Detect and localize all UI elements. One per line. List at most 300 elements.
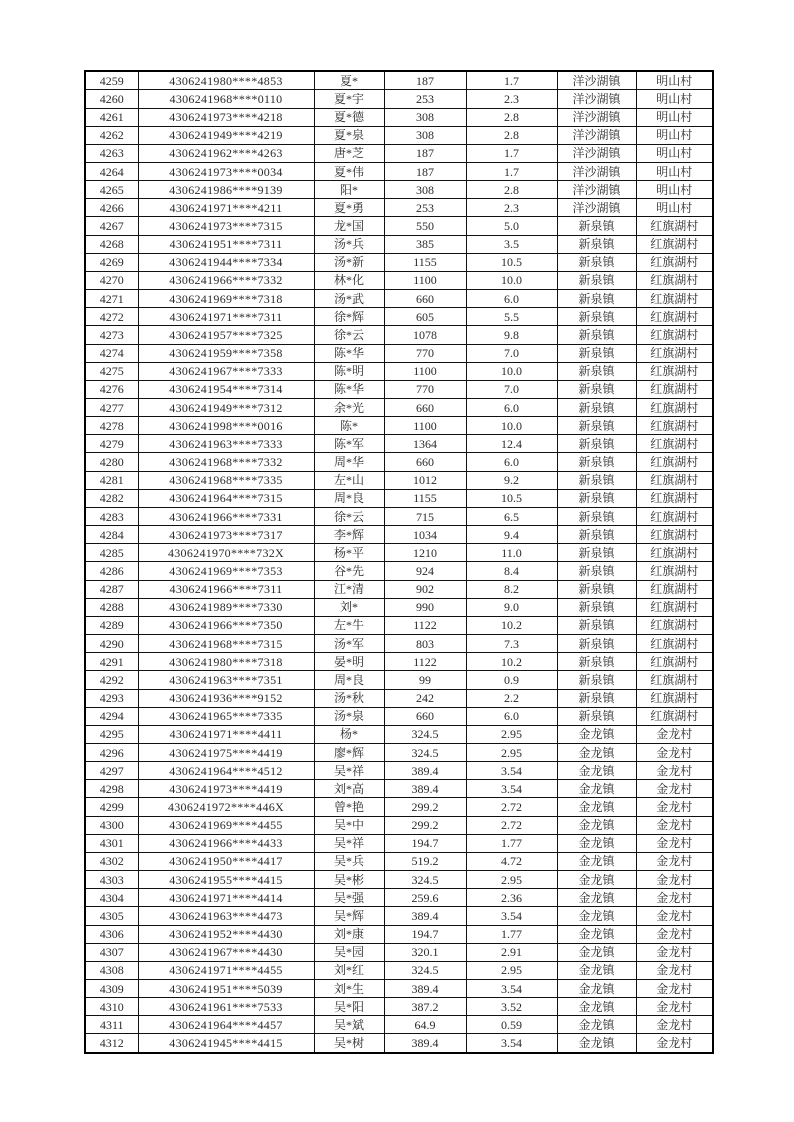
cell-village: 红旗湖村 bbox=[636, 217, 713, 235]
cell-value-1: 324.5 bbox=[384, 961, 466, 979]
cell-name: 汤*武 bbox=[314, 290, 384, 308]
cell-value-2: 4.72 bbox=[466, 852, 557, 870]
cell-index: 4303 bbox=[85, 871, 138, 889]
cell-town: 新泉镇 bbox=[557, 217, 636, 235]
cell-value-1: 1122 bbox=[384, 653, 466, 671]
cell-value-1: 308 bbox=[384, 108, 466, 126]
cell-village: 红旗湖村 bbox=[636, 417, 713, 435]
cell-town: 洋沙湖镇 bbox=[557, 162, 636, 180]
cell-id: 4306241951****5039 bbox=[138, 980, 314, 998]
cell-index: 4304 bbox=[85, 889, 138, 907]
cell-id: 4306241989****7330 bbox=[138, 598, 314, 616]
cell-name: 汤*军 bbox=[314, 635, 384, 653]
cell-name: 吴*斌 bbox=[314, 1016, 384, 1034]
cell-value-1: 715 bbox=[384, 507, 466, 525]
cell-name: 夏*伟 bbox=[314, 162, 384, 180]
cell-village: 红旗湖村 bbox=[636, 271, 713, 289]
cell-id: 4306241957****7325 bbox=[138, 326, 314, 344]
table-row bbox=[85, 181, 713, 199]
cell-name: 廖*辉 bbox=[314, 743, 384, 761]
cell-id: 4306241971****4455 bbox=[138, 961, 314, 979]
cell-value-1: 299.2 bbox=[384, 816, 466, 834]
table-row bbox=[85, 1034, 713, 1053]
cell-town: 洋沙湖镇 bbox=[557, 71, 636, 90]
cell-value-1: 389.4 bbox=[384, 980, 466, 998]
cell-value-2: 1.77 bbox=[466, 925, 557, 943]
table-row bbox=[85, 725, 713, 743]
table-row bbox=[85, 852, 713, 870]
cell-town: 金龙镇 bbox=[557, 998, 636, 1016]
cell-id: 4306241968****7335 bbox=[138, 471, 314, 489]
cell-name: 余*光 bbox=[314, 399, 384, 417]
cell-id: 4306241973****4419 bbox=[138, 780, 314, 798]
cell-index: 4265 bbox=[85, 181, 138, 199]
cell-village: 红旗湖村 bbox=[636, 253, 713, 271]
cell-name: 吴*祥 bbox=[314, 834, 384, 852]
cell-id: 4306241980****4853 bbox=[138, 71, 314, 90]
cell-village: 金龙村 bbox=[636, 852, 713, 870]
cell-town: 新泉镇 bbox=[557, 271, 636, 289]
cell-value-1: 389.4 bbox=[384, 1034, 466, 1053]
cell-index: 4296 bbox=[85, 743, 138, 761]
cell-name: 汤*秋 bbox=[314, 689, 384, 707]
cell-index: 4259 bbox=[85, 71, 138, 90]
cell-index: 4310 bbox=[85, 998, 138, 1016]
cell-name: 汤*泉 bbox=[314, 707, 384, 725]
table-row bbox=[85, 998, 713, 1016]
cell-value-2: 6.0 bbox=[466, 453, 557, 471]
cell-name: 周*良 bbox=[314, 671, 384, 689]
cell-id: 4306241964****4512 bbox=[138, 762, 314, 780]
cell-village: 金龙村 bbox=[636, 798, 713, 816]
cell-value-2: 2.72 bbox=[466, 798, 557, 816]
cell-name: 阳* bbox=[314, 181, 384, 199]
cell-value-1: 803 bbox=[384, 635, 466, 653]
cell-value-1: 389.4 bbox=[384, 762, 466, 780]
cell-name: 李*辉 bbox=[314, 526, 384, 544]
cell-value-2: 10.2 bbox=[466, 616, 557, 634]
cell-name: 晏*明 bbox=[314, 653, 384, 671]
cell-name: 徐*辉 bbox=[314, 308, 384, 326]
table-row bbox=[85, 526, 713, 544]
cell-village: 红旗湖村 bbox=[636, 362, 713, 380]
cell-index: 4284 bbox=[85, 526, 138, 544]
cell-id: 4306241969****4455 bbox=[138, 816, 314, 834]
cell-village: 金龙村 bbox=[636, 871, 713, 889]
cell-village: 金龙村 bbox=[636, 889, 713, 907]
cell-village: 明山村 bbox=[636, 199, 713, 217]
cell-name: 陈*军 bbox=[314, 435, 384, 453]
cell-town: 新泉镇 bbox=[557, 417, 636, 435]
cell-id: 4306241966****7350 bbox=[138, 616, 314, 634]
cell-town: 洋沙湖镇 bbox=[557, 108, 636, 126]
table-row bbox=[85, 417, 713, 435]
cell-id: 4306241975****4419 bbox=[138, 743, 314, 761]
cell-index: 4276 bbox=[85, 380, 138, 398]
table-row bbox=[85, 489, 713, 507]
cell-town: 新泉镇 bbox=[557, 435, 636, 453]
cell-value-2: 1.77 bbox=[466, 834, 557, 852]
cell-id: 4306241966****7331 bbox=[138, 507, 314, 525]
cell-name: 夏*宇 bbox=[314, 90, 384, 108]
cell-value-2: 0.9 bbox=[466, 671, 557, 689]
cell-value-2: 2.95 bbox=[466, 961, 557, 979]
cell-value-1: 389.4 bbox=[384, 907, 466, 925]
cell-value-2: 10.0 bbox=[466, 417, 557, 435]
cell-index: 4291 bbox=[85, 653, 138, 671]
cell-village: 明山村 bbox=[636, 181, 713, 199]
table-row bbox=[85, 344, 713, 362]
cell-value-2: 5.0 bbox=[466, 217, 557, 235]
cell-index: 4298 bbox=[85, 780, 138, 798]
cell-id: 4306241968****0110 bbox=[138, 90, 314, 108]
cell-value-2: 11.0 bbox=[466, 544, 557, 562]
cell-id: 4306241967****7333 bbox=[138, 362, 314, 380]
cell-index: 4307 bbox=[85, 943, 138, 961]
cell-id: 4306241944****7334 bbox=[138, 253, 314, 271]
cell-value-2: 3.54 bbox=[466, 1034, 557, 1053]
cell-value-2: 2.8 bbox=[466, 181, 557, 199]
cell-village: 红旗湖村 bbox=[636, 471, 713, 489]
table-row bbox=[85, 707, 713, 725]
cell-town: 金龙镇 bbox=[557, 925, 636, 943]
cell-name: 江*清 bbox=[314, 580, 384, 598]
cell-town: 金龙镇 bbox=[557, 762, 636, 780]
cell-index: 4299 bbox=[85, 798, 138, 816]
cell-village: 金龙村 bbox=[636, 834, 713, 852]
cell-index: 4287 bbox=[85, 580, 138, 598]
table-row bbox=[85, 616, 713, 634]
cell-value-1: 1364 bbox=[384, 435, 466, 453]
cell-value-1: 387.2 bbox=[384, 998, 466, 1016]
cell-index: 4260 bbox=[85, 90, 138, 108]
table-row bbox=[85, 308, 713, 326]
cell-name: 汤*兵 bbox=[314, 235, 384, 253]
table-row bbox=[85, 399, 713, 417]
cell-value-1: 1078 bbox=[384, 326, 466, 344]
cell-name: 刘*高 bbox=[314, 780, 384, 798]
cell-name: 杨* bbox=[314, 725, 384, 743]
cell-value-1: 519.2 bbox=[384, 852, 466, 870]
cell-id: 4306241971****4211 bbox=[138, 199, 314, 217]
cell-village: 金龙村 bbox=[636, 780, 713, 798]
cell-id: 4306241971****7311 bbox=[138, 308, 314, 326]
cell-value-1: 1155 bbox=[384, 253, 466, 271]
cell-index: 4301 bbox=[85, 834, 138, 852]
cell-village: 红旗湖村 bbox=[636, 635, 713, 653]
table-row bbox=[85, 1016, 713, 1034]
cell-name: 谷*先 bbox=[314, 562, 384, 580]
cell-village: 金龙村 bbox=[636, 725, 713, 743]
cell-id: 4306241945****4415 bbox=[138, 1034, 314, 1053]
cell-name: 杨*平 bbox=[314, 544, 384, 562]
cell-village: 红旗湖村 bbox=[636, 308, 713, 326]
cell-village: 金龙村 bbox=[636, 816, 713, 834]
cell-value-1: 187 bbox=[384, 71, 466, 90]
table-row bbox=[85, 507, 713, 525]
cell-town: 新泉镇 bbox=[557, 308, 636, 326]
cell-value-2: 12.4 bbox=[466, 435, 557, 453]
cell-value-2: 0.59 bbox=[466, 1016, 557, 1034]
cell-value-2: 2.3 bbox=[466, 90, 557, 108]
cell-name: 吴*祥 bbox=[314, 762, 384, 780]
cell-value-2: 2.8 bbox=[466, 108, 557, 126]
cell-town: 新泉镇 bbox=[557, 526, 636, 544]
cell-index: 4267 bbox=[85, 217, 138, 235]
cell-id: 4306241949****7312 bbox=[138, 399, 314, 417]
cell-id: 4306241950****4417 bbox=[138, 852, 314, 870]
cell-name: 吴*彬 bbox=[314, 871, 384, 889]
cell-index: 4311 bbox=[85, 1016, 138, 1034]
cell-index: 4271 bbox=[85, 290, 138, 308]
cell-id: 4306241949****4219 bbox=[138, 126, 314, 144]
cell-index: 4286 bbox=[85, 562, 138, 580]
cell-village: 明山村 bbox=[636, 108, 713, 126]
table-row bbox=[85, 598, 713, 616]
cell-name: 左*牛 bbox=[314, 616, 384, 634]
cell-value-2: 2.95 bbox=[466, 725, 557, 743]
cell-value-1: 99 bbox=[384, 671, 466, 689]
cell-value-1: 308 bbox=[384, 181, 466, 199]
cell-value-2: 10.5 bbox=[466, 489, 557, 507]
table-body bbox=[85, 71, 713, 1053]
cell-town: 金龙镇 bbox=[557, 907, 636, 925]
cell-id: 4306241998****0016 bbox=[138, 417, 314, 435]
cell-village: 红旗湖村 bbox=[636, 616, 713, 634]
table-row bbox=[85, 71, 713, 90]
cell-id: 4306241952****4430 bbox=[138, 925, 314, 943]
cell-id: 4306241971****4411 bbox=[138, 725, 314, 743]
cell-village: 红旗湖村 bbox=[636, 689, 713, 707]
table-row bbox=[85, 126, 713, 144]
table-row bbox=[85, 925, 713, 943]
cell-value-2: 2.3 bbox=[466, 199, 557, 217]
cell-town: 洋沙湖镇 bbox=[557, 90, 636, 108]
cell-id: 4306241969****7318 bbox=[138, 290, 314, 308]
cell-village: 明山村 bbox=[636, 162, 713, 180]
table-row bbox=[85, 199, 713, 217]
cell-value-1: 1100 bbox=[384, 417, 466, 435]
cell-town: 金龙镇 bbox=[557, 871, 636, 889]
table-row bbox=[85, 326, 713, 344]
cell-value-2: 2.2 bbox=[466, 689, 557, 707]
cell-town: 新泉镇 bbox=[557, 635, 636, 653]
cell-village: 金龙村 bbox=[636, 961, 713, 979]
cell-village: 红旗湖村 bbox=[636, 290, 713, 308]
cell-town: 新泉镇 bbox=[557, 235, 636, 253]
cell-index: 4274 bbox=[85, 344, 138, 362]
cell-town: 新泉镇 bbox=[557, 689, 636, 707]
cell-value-1: 770 bbox=[384, 380, 466, 398]
cell-id: 4306241963****7333 bbox=[138, 435, 314, 453]
cell-village: 红旗湖村 bbox=[636, 235, 713, 253]
cell-village: 明山村 bbox=[636, 71, 713, 90]
cell-town: 金龙镇 bbox=[557, 1034, 636, 1053]
cell-value-1: 1210 bbox=[384, 544, 466, 562]
cell-village: 红旗湖村 bbox=[636, 380, 713, 398]
cell-id: 4306241973****7315 bbox=[138, 217, 314, 235]
cell-village: 金龙村 bbox=[636, 1034, 713, 1053]
cell-index: 4275 bbox=[85, 362, 138, 380]
cell-name: 夏*勇 bbox=[314, 199, 384, 217]
cell-name: 汤*新 bbox=[314, 253, 384, 271]
cell-name: 吴*树 bbox=[314, 1034, 384, 1053]
cell-id: 4306241961****7533 bbox=[138, 998, 314, 1016]
table-row bbox=[85, 798, 713, 816]
cell-id: 4306241973****0034 bbox=[138, 162, 314, 180]
cell-value-1: 1034 bbox=[384, 526, 466, 544]
cell-value-2: 3.54 bbox=[466, 980, 557, 998]
cell-id: 4306241965****7335 bbox=[138, 707, 314, 725]
cell-value-1: 187 bbox=[384, 162, 466, 180]
cell-town: 新泉镇 bbox=[557, 253, 636, 271]
cell-name: 吴*辉 bbox=[314, 907, 384, 925]
cell-value-1: 1122 bbox=[384, 616, 466, 634]
table-row bbox=[85, 162, 713, 180]
cell-name: 吴*兵 bbox=[314, 852, 384, 870]
table-row bbox=[85, 144, 713, 162]
cell-value-1: 299.2 bbox=[384, 798, 466, 816]
cell-name: 吴*中 bbox=[314, 816, 384, 834]
cell-id: 4306241986****9139 bbox=[138, 181, 314, 199]
cell-index: 4264 bbox=[85, 162, 138, 180]
cell-value-2: 1.7 bbox=[466, 144, 557, 162]
cell-value-1: 605 bbox=[384, 308, 466, 326]
cell-index: 4282 bbox=[85, 489, 138, 507]
cell-village: 红旗湖村 bbox=[636, 344, 713, 362]
cell-name: 夏*德 bbox=[314, 108, 384, 126]
cell-name: 曾*艳 bbox=[314, 798, 384, 816]
cell-village: 金龙村 bbox=[636, 980, 713, 998]
table-row bbox=[85, 871, 713, 889]
cell-town: 新泉镇 bbox=[557, 344, 636, 362]
cell-village: 金龙村 bbox=[636, 743, 713, 761]
cell-town: 新泉镇 bbox=[557, 489, 636, 507]
cell-name: 龙*国 bbox=[314, 217, 384, 235]
cell-id: 4306241963****7351 bbox=[138, 671, 314, 689]
cell-name: 左*山 bbox=[314, 471, 384, 489]
table-row bbox=[85, 834, 713, 852]
cell-value-1: 550 bbox=[384, 217, 466, 235]
cell-name: 陈*明 bbox=[314, 362, 384, 380]
cell-value-2: 7.0 bbox=[466, 380, 557, 398]
cell-town: 金龙镇 bbox=[557, 743, 636, 761]
cell-town: 金龙镇 bbox=[557, 943, 636, 961]
cell-index: 4297 bbox=[85, 762, 138, 780]
cell-id: 4306241968****7315 bbox=[138, 635, 314, 653]
cell-name: 徐*云 bbox=[314, 326, 384, 344]
cell-name: 陈* bbox=[314, 417, 384, 435]
cell-index: 4281 bbox=[85, 471, 138, 489]
cell-town: 新泉镇 bbox=[557, 653, 636, 671]
cell-value-2: 2.72 bbox=[466, 816, 557, 834]
cell-value-2: 7.3 bbox=[466, 635, 557, 653]
cell-value-2: 8.2 bbox=[466, 580, 557, 598]
table-row bbox=[85, 471, 713, 489]
cell-village: 红旗湖村 bbox=[636, 453, 713, 471]
cell-value-2: 2.95 bbox=[466, 871, 557, 889]
cell-index: 4262 bbox=[85, 126, 138, 144]
cell-town: 新泉镇 bbox=[557, 290, 636, 308]
cell-id: 4306241972****446X bbox=[138, 798, 314, 816]
cell-town: 新泉镇 bbox=[557, 616, 636, 634]
cell-town: 金龙镇 bbox=[557, 852, 636, 870]
cell-village: 红旗湖村 bbox=[636, 489, 713, 507]
cell-id: 4306241973****4218 bbox=[138, 108, 314, 126]
cell-name: 夏* bbox=[314, 71, 384, 90]
cell-town: 金龙镇 bbox=[557, 725, 636, 743]
table-row bbox=[85, 653, 713, 671]
cell-value-1: 187 bbox=[384, 144, 466, 162]
table-row bbox=[85, 961, 713, 979]
cell-village: 金龙村 bbox=[636, 1016, 713, 1034]
cell-value-1: 308 bbox=[384, 126, 466, 144]
table-row bbox=[85, 743, 713, 761]
cell-town: 新泉镇 bbox=[557, 671, 636, 689]
cell-index: 4263 bbox=[85, 144, 138, 162]
cell-value-2: 3.5 bbox=[466, 235, 557, 253]
table-row bbox=[85, 562, 713, 580]
cell-value-2: 10.5 bbox=[466, 253, 557, 271]
cell-value-2: 3.54 bbox=[466, 780, 557, 798]
cell-town: 新泉镇 bbox=[557, 471, 636, 489]
cell-index: 4277 bbox=[85, 399, 138, 417]
cell-value-1: 389.4 bbox=[384, 780, 466, 798]
table-row bbox=[85, 671, 713, 689]
cell-town: 金龙镇 bbox=[557, 889, 636, 907]
cell-value-2: 9.2 bbox=[466, 471, 557, 489]
cell-village: 金龙村 bbox=[636, 998, 713, 1016]
cell-index: 4272 bbox=[85, 308, 138, 326]
table-row bbox=[85, 689, 713, 707]
cell-id: 4306241968****7332 bbox=[138, 453, 314, 471]
cell-name: 刘*康 bbox=[314, 925, 384, 943]
cell-value-2: 7.0 bbox=[466, 344, 557, 362]
subsidy-table bbox=[84, 70, 714, 1054]
cell-index: 4288 bbox=[85, 598, 138, 616]
cell-index: 4269 bbox=[85, 253, 138, 271]
cell-id: 4306241955****4415 bbox=[138, 871, 314, 889]
cell-name: 林*化 bbox=[314, 271, 384, 289]
cell-value-1: 385 bbox=[384, 235, 466, 253]
cell-town: 金龙镇 bbox=[557, 980, 636, 998]
table-row bbox=[85, 580, 713, 598]
cell-value-2: 3.52 bbox=[466, 998, 557, 1016]
cell-town: 金龙镇 bbox=[557, 798, 636, 816]
table-row bbox=[85, 889, 713, 907]
cell-town: 金龙镇 bbox=[557, 834, 636, 852]
cell-town: 新泉镇 bbox=[557, 707, 636, 725]
cell-id: 4306241959****7358 bbox=[138, 344, 314, 362]
cell-value-2: 9.0 bbox=[466, 598, 557, 616]
cell-index: 4294 bbox=[85, 707, 138, 725]
cell-index: 4278 bbox=[85, 417, 138, 435]
cell-id: 4306241970****732X bbox=[138, 544, 314, 562]
cell-name: 陈*华 bbox=[314, 344, 384, 362]
cell-index: 4270 bbox=[85, 271, 138, 289]
cell-id: 4306241966****4433 bbox=[138, 834, 314, 852]
cell-value-1: 64.9 bbox=[384, 1016, 466, 1034]
table-row bbox=[85, 271, 713, 289]
cell-town: 洋沙湖镇 bbox=[557, 181, 636, 199]
table-row bbox=[85, 217, 713, 235]
cell-index: 4268 bbox=[85, 235, 138, 253]
cell-value-1: 253 bbox=[384, 90, 466, 108]
cell-town: 金龙镇 bbox=[557, 961, 636, 979]
cell-id: 4306241951****7311 bbox=[138, 235, 314, 253]
cell-village: 金龙村 bbox=[636, 762, 713, 780]
cell-value-1: 1012 bbox=[384, 471, 466, 489]
